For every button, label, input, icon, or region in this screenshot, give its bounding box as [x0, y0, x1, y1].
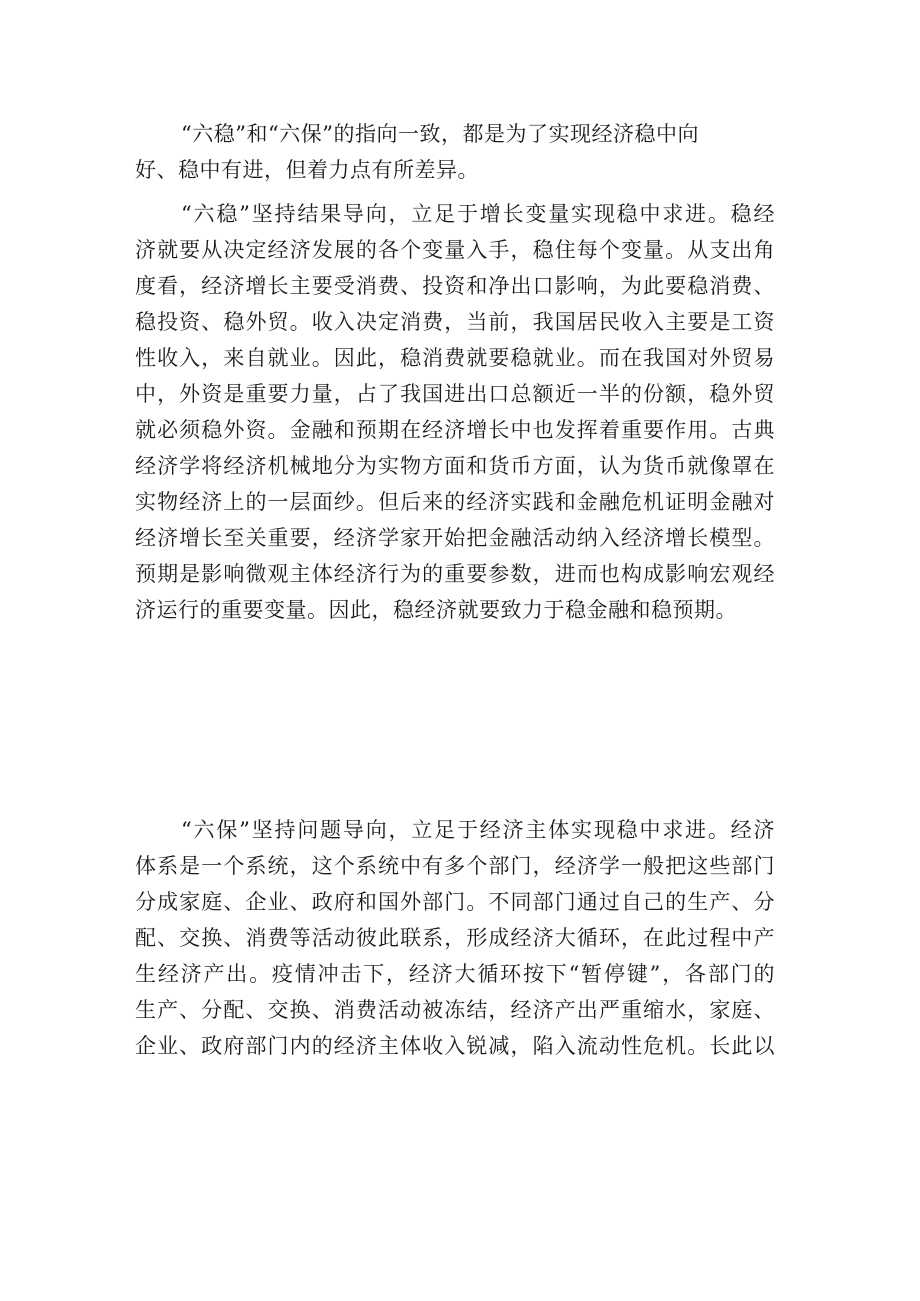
- text-line: 生经济产出。疫情冲击下，经济大循环按下“暂停键”，各部门的: [135, 962, 775, 986]
- text-line: 性收入，来自就业。因此，稳消费就要稳就业。而在我国对外贸易: [135, 346, 775, 370]
- text-line: 度看，经济增长主要受消费、投资和净出口影响，为此要稳消费、: [135, 274, 775, 298]
- text-line: 预期是影响微观主体经济行为的重要参数，进而也构成影响宏观经: [135, 562, 775, 586]
- text-line: 经济增长至关重要，经济学家开始把金融活动纳入经济增长模型。: [135, 526, 775, 550]
- text-line: 就必须稳外资。金融和预期在经济增长中也发挥着重要作用。古典: [135, 418, 775, 442]
- text-line: 实物经济上的一层面纱。但后来的经济实践和金融危机证明金融对: [135, 490, 775, 514]
- text-line: “六稳”坚持结果导向，立足于增长变量实现稳中求进。稳经: [181, 202, 775, 226]
- text-line: 经济学将经济机械地分为实物方面和货币方面，认为货币就像罩在: [135, 454, 775, 478]
- text-line: “六稳”和“六保”的指向一致，都是为了实现经济稳中向: [181, 122, 699, 146]
- paragraph-six-guarantees: [135, 812, 775, 1064]
- text-line: 济就要从决定经济发展的各个变量入手，稳住每个变量。从支出角: [135, 238, 775, 262]
- text-line: 企业、政府部门内的经济主体收入锐减，陷入流动性危机。长此以: [135, 1034, 775, 1058]
- text-line: “六保”坚持问题导向，立足于经济主体实现稳中求进。经济: [181, 818, 775, 842]
- text-line: 配、交换、消费等活动彼此联系，形成经济大循环，在此过程中产: [135, 926, 775, 950]
- text-line: 生产、分配、交换、消费活动被冻结，经济产出严重缩水，家庭、: [135, 998, 775, 1022]
- paragraph-intro: [135, 116, 775, 188]
- text-line: 好、稳中有进，但着力点有所差异。: [135, 158, 479, 182]
- text-line: 分成家庭、企业、政府和国外部门。不同部门通过自己的生产、分: [135, 890, 775, 914]
- text-line: 体系是一个系统，这个系统中有多个部门，经济学一般把这些部门: [135, 854, 775, 878]
- paragraph-six-stabilities: [135, 196, 775, 628]
- text-line: 中，外资是重要力量，占了我国进出口总额近一半的份额，稳外贸: [135, 382, 775, 406]
- text-line: 稳投资、稳外贸。收入决定消费，当前，我国居民收入主要是工资: [135, 310, 775, 334]
- text-line: 济运行的重要变量。因此，稳经济就要致力于稳金融和稳预期。: [135, 598, 737, 622]
